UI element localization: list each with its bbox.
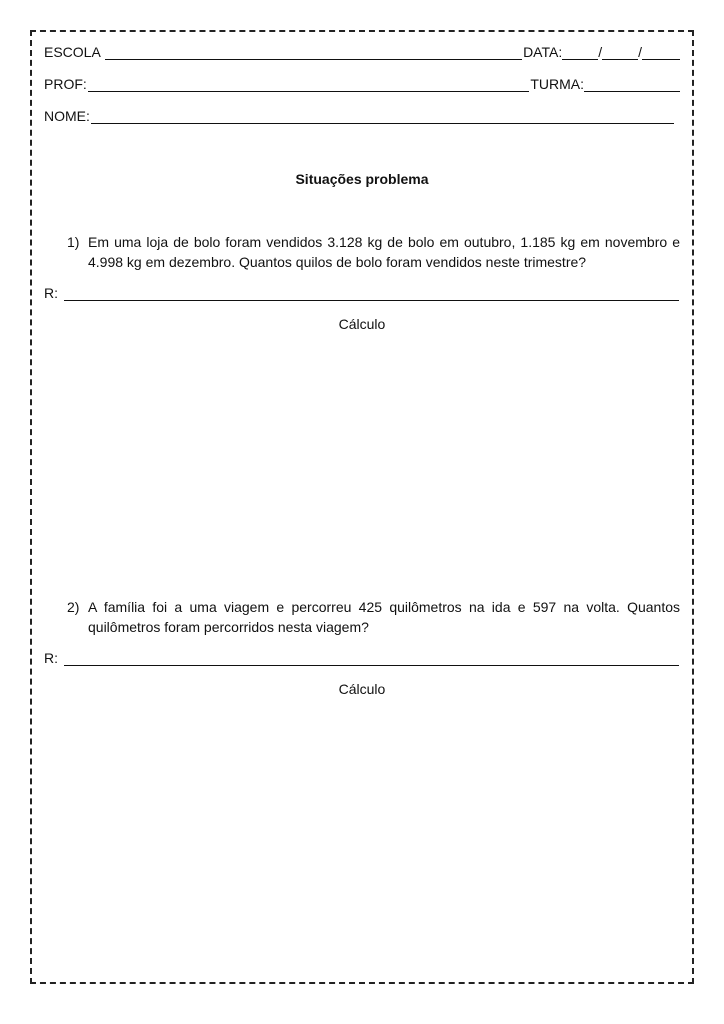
name-label: NOME: xyxy=(44,108,90,124)
answer-1-field[interactable] xyxy=(64,286,679,301)
teacher-class-row xyxy=(44,76,680,92)
question-1 xyxy=(67,232,680,272)
date-year-field[interactable] xyxy=(642,45,680,60)
date-month-field[interactable] xyxy=(602,45,638,60)
teacher-field[interactable] xyxy=(88,77,530,92)
date-label: DATA: xyxy=(523,44,563,60)
calculation-1-area[interactable] xyxy=(44,340,680,590)
date-separator-2: / xyxy=(638,44,642,60)
teacher-label: PROF: xyxy=(44,76,87,92)
answer-2-label: R: xyxy=(44,650,58,666)
question-2 xyxy=(67,597,680,637)
calculation-1-label: Cálculo xyxy=(338,316,386,332)
name-row xyxy=(44,108,675,124)
school-label: ESCOLA xyxy=(44,44,101,60)
calculation-2-label: Cálculo xyxy=(338,681,386,697)
answer-1-row xyxy=(44,285,680,301)
question-2-text: A família foi a uma viagem e percorreu 425 quilômetros na ida e 597 na volta. Quantos quilômetros foram percorridos nesta viagem? xyxy=(88,599,680,635)
worksheet-title: Situações problema xyxy=(295,171,429,187)
calculation-2-area[interactable] xyxy=(44,705,680,975)
class-label: TURMA: xyxy=(530,76,584,92)
class-field[interactable] xyxy=(584,77,680,92)
date-separator-1: / xyxy=(598,44,603,60)
question-1-text: Em uma loja de bolo foram vendidos 3.128 kg de bolo em outubro, 1.185 kg em novembro e 4.998 kg em dezembro. Quantos quilos de bolo foram vendidos neste trimestre? xyxy=(88,234,680,270)
school-field[interactable] xyxy=(105,45,522,60)
answer-1-label: R: xyxy=(44,285,58,301)
question-1-number: 1) xyxy=(67,234,80,250)
answer-2-field[interactable] xyxy=(64,651,679,666)
school-date-row xyxy=(44,44,680,60)
answer-2-row xyxy=(44,650,680,666)
question-2-number: 2) xyxy=(67,599,80,615)
date-day-field[interactable] xyxy=(562,45,598,60)
name-field[interactable] xyxy=(91,109,674,124)
